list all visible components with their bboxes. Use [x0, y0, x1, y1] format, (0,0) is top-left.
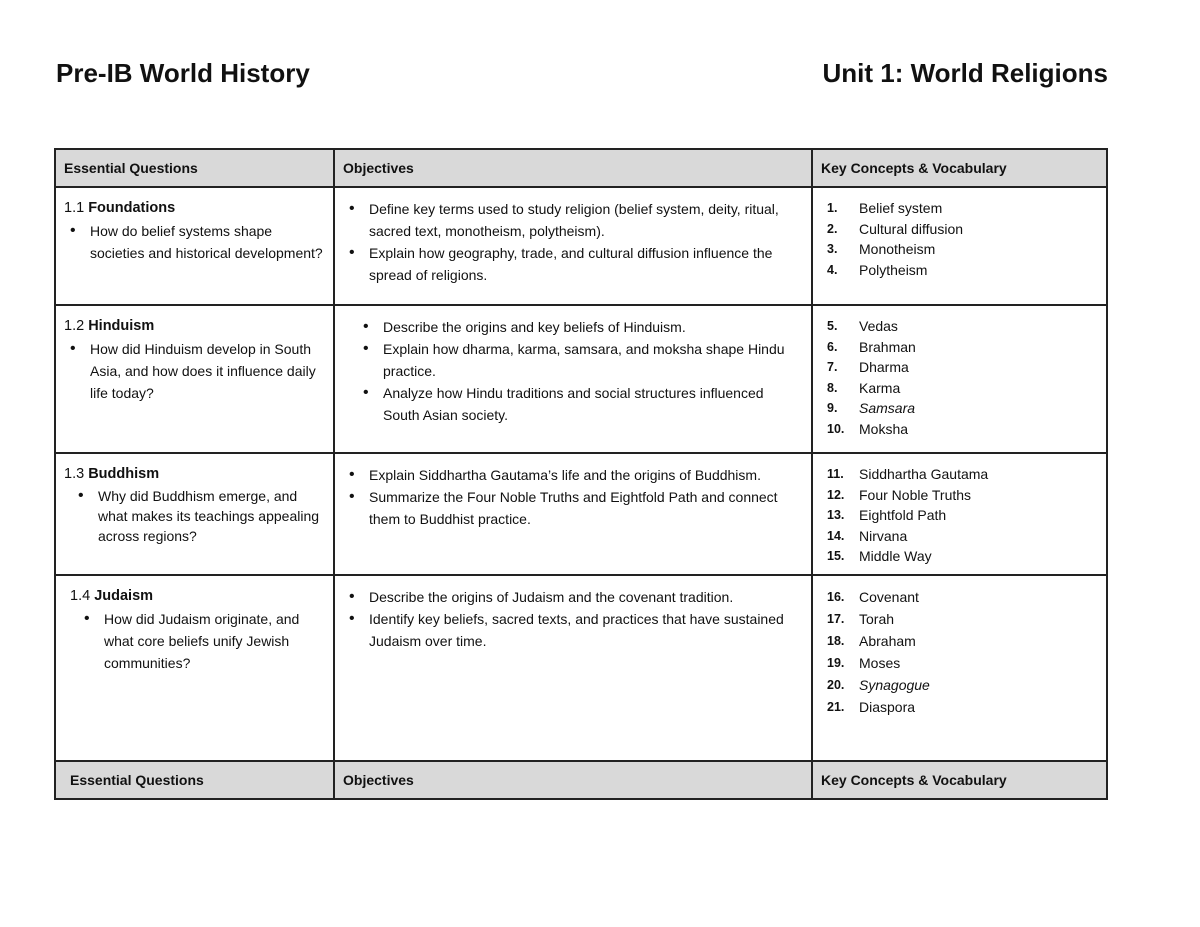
essential-question-cell: [55, 187, 334, 305]
objective-item: • Explain Siddhartha Gautama’s life and the origins of Buddhism.: [369, 464, 803, 486]
objective-item: • Explain how dharma, karma, samsara, and moksha shape Hindu practice.: [383, 338, 803, 382]
column-header-objectives: Objectives: [334, 149, 812, 187]
essential-question: • How did Judaism originate, and what core beliefs unify Jewish communities?: [104, 608, 325, 674]
essential-question-cell: [55, 305, 334, 453]
essential-question-cell: [55, 575, 334, 761]
vocab-item: 8. Karma: [827, 379, 901, 396]
objectives-cell: [334, 453, 812, 575]
vocab-item: 6. Brahman: [827, 338, 916, 355]
topic-title: 1.3 Buddhism: [64, 466, 160, 482]
vocab-item: 19. Moses: [827, 655, 901, 671]
essential-question: • Why did Buddhism emerge, and what makes its teachings appealing across regions?: [98, 486, 325, 546]
vocab-list: [821, 464, 1098, 567]
question-list: [64, 220, 325, 264]
objectives-list: [343, 464, 803, 530]
vocabulary-cell: [812, 187, 1107, 305]
objective-item: • Explain how geography, trade, and cultural diffusion influence the spread of religions.: [369, 242, 803, 286]
topic-title: 1.2 Hinduism: [64, 318, 155, 334]
vocab-item: 14. Nirvana: [827, 527, 908, 544]
table-footer-row: [55, 761, 1107, 799]
vocab-item: 21. Diaspora: [827, 699, 916, 715]
objective-item: • Identify key beliefs, sacred texts, and practices that have sustained Judaism over time.: [369, 608, 803, 652]
column-footer-essential-questions: Essential Questions: [55, 761, 334, 799]
objective-item: • Summarize the Four Noble Truths and Eightfold Path and connect them to Buddhist practice.: [369, 486, 803, 530]
vocab-item: 20. Synagogue: [827, 677, 930, 693]
vocab-list: [821, 316, 1098, 439]
vocab-item: 7. Dharma: [827, 359, 909, 375]
vocab-item: 18. Abraham: [827, 633, 916, 649]
objective-item: • Define key terms used to study religion (belief system, deity, ritual, sacred text, monotheism, polytheism).: [369, 198, 803, 242]
essential-question: • How do belief systems shape societies and historical development?: [90, 220, 325, 264]
objective-item: • Describe the origins of Judaism and the covenant tradition.: [369, 586, 803, 608]
vocab-list: [821, 198, 1098, 280]
objectives-cell: [334, 575, 812, 761]
vocab-item: 15. Middle Way: [827, 548, 932, 564]
table-row: [55, 305, 1107, 453]
vocabulary-cell: [812, 575, 1107, 761]
essential-question-cell: [55, 453, 334, 575]
topic-title: 1.1 Foundations: [64, 200, 176, 216]
vocab-item: 16. Covenant: [827, 589, 919, 605]
vocab-item: 10. Moksha: [827, 420, 909, 437]
topic-title: 1.4 Judaism: [70, 588, 154, 604]
question-list: [64, 486, 325, 546]
objectives-list: [343, 316, 803, 426]
vocab-item: 12. Four Noble Truths: [827, 486, 972, 503]
vocab-item: 1. Belief system: [827, 200, 943, 216]
objectives-list: [343, 198, 803, 286]
vocab-item: 5. Vedas: [827, 318, 898, 334]
column-footer-objectives: Objectives: [334, 761, 812, 799]
table-row: [55, 187, 1107, 305]
column-header-essential-questions: Essential Questions: [55, 149, 334, 187]
objectives-cell: [334, 305, 812, 453]
table-row: [55, 453, 1107, 575]
table-header-row: [55, 149, 1107, 187]
vocab-item: 3. Monotheism: [827, 241, 936, 257]
vocab-list: [821, 586, 1098, 718]
objectives-list: [343, 586, 803, 652]
column-header-vocabulary: Key Concepts & Vocabulary: [812, 149, 1107, 187]
unit-title: Unit 1: World Religions: [822, 58, 1108, 88]
objective-item: • Analyze how Hindu traditions and social structures influenced South Asian society.: [383, 382, 803, 426]
question-list: [64, 338, 325, 404]
vocab-item: 17. Torah: [827, 611, 895, 627]
essential-question: • How did Hinduism develop in South Asia, and how does it influence daily life today?: [90, 338, 325, 404]
vocab-item: 13. Eightfold Path: [827, 507, 947, 523]
vocabulary-cell: [812, 305, 1107, 453]
objective-item: • Describe the origins and key beliefs of Hinduism.: [383, 316, 803, 338]
vocab-item: 4. Polytheism: [827, 261, 928, 278]
vocabulary-cell: [812, 453, 1107, 575]
question-list: [70, 608, 325, 674]
page-title: Pre-IB World History: [56, 58, 310, 88]
objectives-cell: [334, 187, 812, 305]
column-footer-vocabulary: Key Concepts & Vocabulary: [812, 761, 1107, 799]
unit-table: [54, 148, 1108, 800]
vocab-item: 9. Samsara: [827, 400, 916, 416]
vocab-item: 2. Cultural diffusion: [827, 220, 964, 237]
table-row: [55, 575, 1107, 761]
vocab-item: 11. Siddhartha Gautama: [827, 466, 989, 482]
